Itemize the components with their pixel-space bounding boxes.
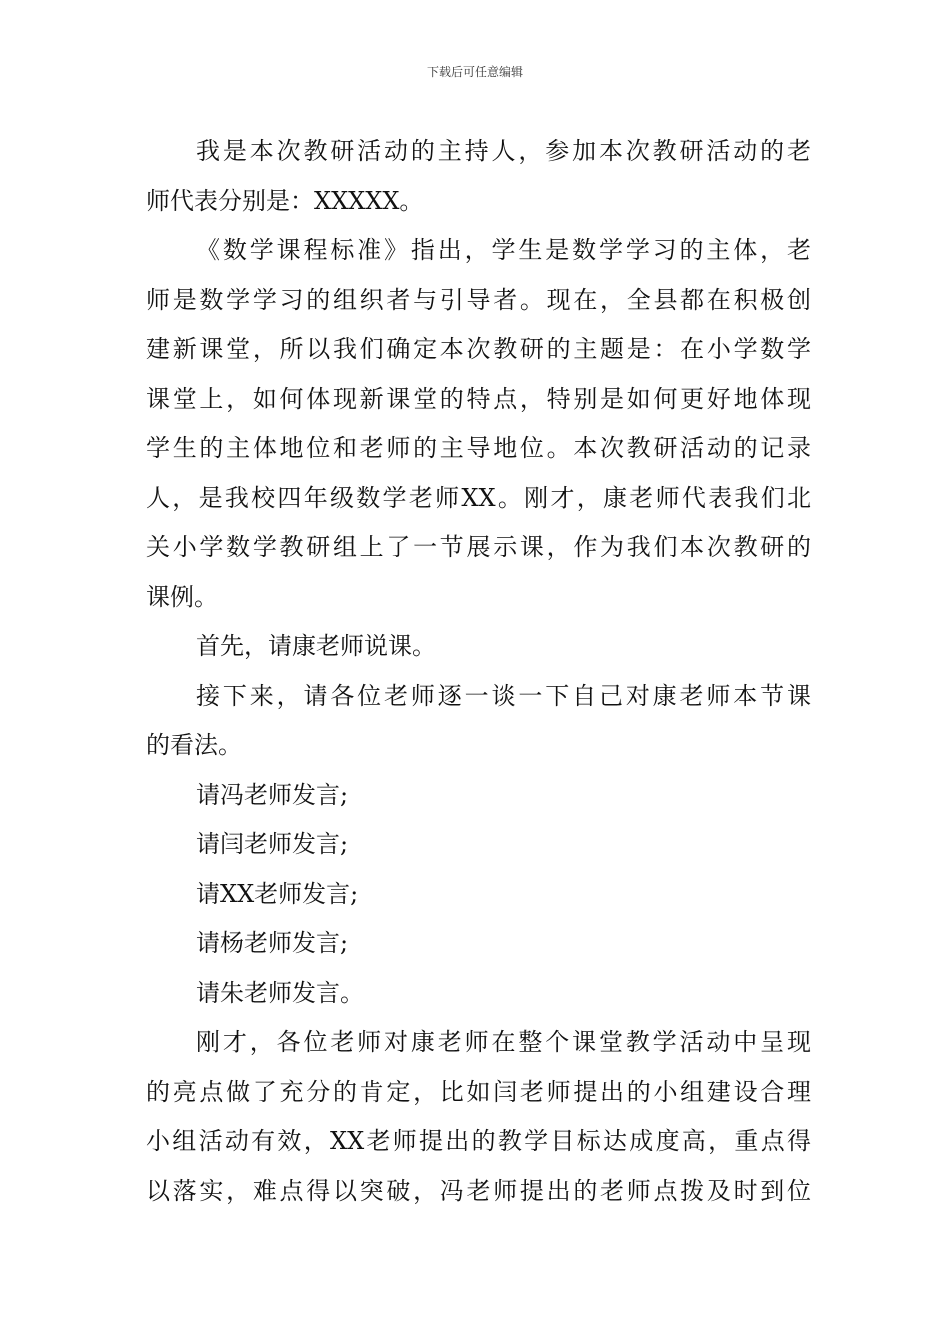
page-header: 下载后可任意编辑 bbox=[426, 65, 523, 79]
text-line: 师是数学学习的组织者与引导者。现在，全县都在积极创 bbox=[146, 285, 811, 314]
paragraph-first-step bbox=[146, 622, 811, 672]
text-line: 小组活动有效，XX老师提出的教学目标达成度高，重点得 bbox=[146, 1127, 811, 1155]
text-line: 课例。 bbox=[146, 582, 218, 611]
text-line: 学生的主体地位和老师的主导地位。本次教研活动的记录 bbox=[146, 434, 811, 462]
document-body bbox=[146, 127, 811, 1216]
text-line: 师代表分别是：XXXXX。 bbox=[146, 186, 424, 215]
text-line: 以落实，难点得以突破，冯老师提出的老师点拨及时到位 bbox=[146, 1176, 811, 1205]
text-line: 请XX老师发言; bbox=[196, 879, 359, 908]
text-line: 课堂上，如何体现新课堂的特点，特别是如何更好地体现 bbox=[146, 384, 811, 413]
text-line: 我是本次教研活动的主持人，参加本次教研活动的老 bbox=[196, 137, 811, 165]
paragraph-next-step bbox=[146, 672, 811, 771]
text-line: 请冯老师发言; bbox=[196, 780, 349, 809]
text-line: 首先，请康老师说课。 bbox=[196, 632, 436, 660]
text-line: 关小学数学教研组上了一节展示课，作为我们本次教研的 bbox=[146, 533, 811, 561]
text-line: 人，是我校四年级数学老师XX。刚才，康老师代表我们北 bbox=[146, 483, 811, 512]
paragraph-speaker-zhu bbox=[146, 969, 811, 1019]
paragraph-host-intro bbox=[146, 127, 811, 226]
text-line: 的看法。 bbox=[146, 731, 242, 759]
text-line: 请闫老师发言; bbox=[196, 830, 349, 858]
paragraph-speaker-feng bbox=[146, 771, 811, 821]
text-line: 请朱老师发言。 bbox=[196, 978, 364, 1007]
text-line: 接下来，请各位老师逐一谈一下自己对康老师本节课 bbox=[196, 681, 811, 710]
text-line: 的亮点做了充分的肯定，比如闫老师提出的小组建设合理 bbox=[146, 1077, 811, 1106]
paragraph-speaker-yan bbox=[146, 820, 811, 870]
text-line: 《数学课程标准》指出，学生是数学学习的主体，老 bbox=[196, 236, 811, 264]
paragraph-topic bbox=[146, 226, 811, 622]
text-line: 刚才，各位老师对康老师在整个课堂教学活动中呈现 bbox=[196, 1028, 811, 1056]
paragraph-speaker-yang bbox=[146, 919, 811, 969]
paragraph-speaker-xx bbox=[146, 870, 811, 920]
text-line: 请杨老师发言; bbox=[196, 929, 349, 957]
paragraph-summary bbox=[146, 1018, 811, 1216]
text-line: 建新课堂，所以我们确定本次教研的主题是：在小学数学 bbox=[146, 335, 811, 363]
